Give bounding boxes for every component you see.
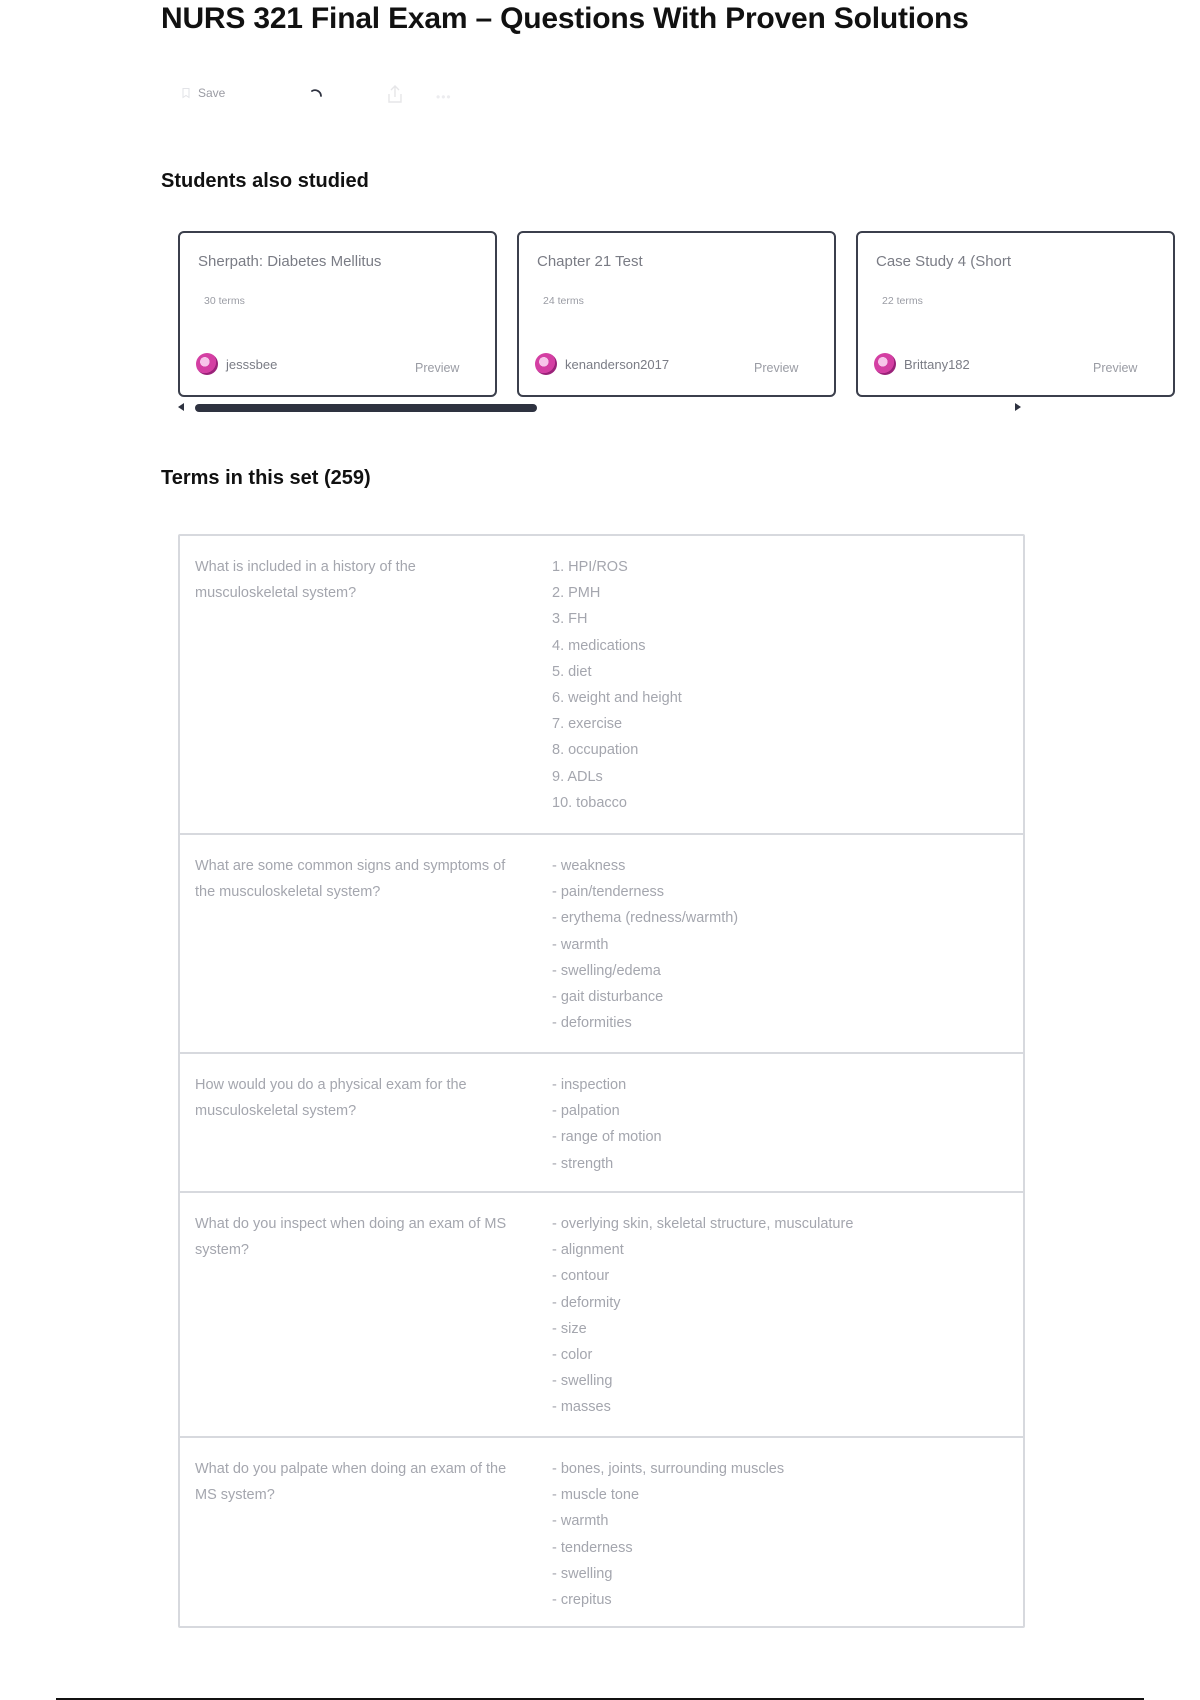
carousel-viewport: [178, 231, 1138, 401]
answer-line: - pain/tenderness: [552, 884, 665, 901]
study-set-card[interactable]: [856, 231, 1175, 397]
term-question: What do you palpate when doing an exam of the MS system?: [195, 1461, 507, 1503]
avatar: [196, 353, 218, 375]
answer-line: - bones, joints, surrounding muscles: [552, 1461, 785, 1477]
term-answer: [552, 1072, 1012, 1177]
answer-line: 7. exercise: [552, 716, 623, 733]
scroll-right-arrow[interactable]: [1015, 403, 1021, 411]
term-question: What do you inspect when doing an exam of MS system?: [195, 1216, 507, 1258]
answer-line: 10. tobacco: [552, 794, 627, 811]
author-name: Brittany182: [904, 356, 970, 372]
answer-line: 4. medications: [552, 637, 646, 654]
card-title: Case Study 4 (Short: [876, 253, 1012, 270]
answer-line: 8. occupation: [552, 742, 639, 759]
answer-line: - masses: [552, 1399, 611, 1416]
answer-line: - palpation: [552, 1103, 620, 1120]
card-term-count: 30 terms: [204, 295, 245, 307]
answer-line: - strength: [552, 1155, 614, 1172]
avatar: [874, 353, 896, 375]
study-set-card[interactable]: [517, 231, 836, 397]
card-author[interactable]: [535, 353, 669, 375]
students-also-studied-heading: Students also studied: [161, 170, 369, 192]
answer-line: - inspection: [552, 1077, 627, 1093]
answer-line: - color: [552, 1347, 593, 1364]
preview-button[interactable]: Preview: [754, 361, 799, 375]
scroll-left-arrow[interactable]: [178, 403, 184, 411]
term-row: [180, 833, 1023, 1052]
term-question: What are some common signs and symptoms of the musculoskeletal system?: [195, 858, 506, 900]
term-row: [180, 1052, 1023, 1191]
answer-line: 3. FH: [552, 611, 588, 628]
card-author[interactable]: [874, 353, 970, 375]
answer-line: 2. PMH: [552, 585, 601, 602]
card-term-count: 24 terms: [543, 295, 584, 307]
avatar: [535, 353, 557, 375]
study-set-carousel: [178, 231, 1138, 415]
answer-line: 6. weight and height: [552, 690, 682, 707]
answer-line: - gait disturbance: [552, 989, 664, 1006]
save-button[interactable]: [180, 86, 225, 100]
answer-line: - size: [552, 1320, 587, 1337]
answer-line: - range of motion: [552, 1129, 662, 1146]
answer-line: - erythema (redness/warmth): [552, 910, 739, 927]
share-icon[interactable]: [386, 84, 404, 104]
study-set-card[interactable]: [178, 231, 497, 397]
card-term-count: 22 terms: [882, 295, 923, 307]
answer-line: - swelling: [552, 1373, 613, 1390]
answer-line: - alignment: [552, 1242, 624, 1259]
answer-line: - deformities: [552, 1015, 632, 1032]
answer-line: - weakness: [552, 858, 626, 874]
card-title: Chapter 21 Test: [537, 253, 643, 270]
page-title: NURS 321 Final Exam – Questions With Proven Solutions: [161, 2, 969, 35]
preview-button[interactable]: Preview: [415, 361, 460, 375]
author-name: kenanderson2017: [565, 356, 670, 372]
answer-line: - swelling/edema: [552, 962, 661, 979]
set-toolbar: [180, 84, 480, 112]
bookmark-icon: [180, 87, 192, 99]
answer-line: 5. diet: [552, 663, 592, 680]
answer-line: - muscle tone: [552, 1487, 640, 1504]
more-icon[interactable]: •••: [436, 90, 452, 104]
answer-line: - warmth: [552, 1513, 609, 1530]
spinner-icon: [308, 87, 324, 103]
term-row: [180, 1191, 1023, 1436]
term-answer: [552, 853, 1012, 1036]
terms-heading: Terms in this set (259): [161, 467, 371, 489]
answer-line: - crepitus: [552, 1592, 612, 1609]
scrollbar-thumb[interactable]: [195, 404, 537, 412]
answer-line: 1. HPI/ROS: [552, 559, 628, 575]
terms-table: [178, 534, 1025, 1628]
author-name: jesssbee: [226, 356, 278, 372]
term-question: What is included in a history of the musculoskeletal system?: [195, 559, 416, 601]
answer-line: - warmth: [552, 936, 609, 953]
save-label: Save: [198, 86, 226, 100]
term-answer: [552, 554, 1012, 816]
answer-line: - deformity: [552, 1294, 621, 1311]
answer-line: - swelling: [552, 1565, 613, 1582]
term-row: [180, 1436, 1023, 1626]
preview-button[interactable]: Preview: [1093, 361, 1138, 375]
card-author[interactable]: [196, 353, 277, 375]
term-answer: [552, 1456, 1012, 1613]
answer-line: - overlying skin, skeletal structure, musculature: [552, 1216, 854, 1232]
answer-line: - contour: [552, 1268, 610, 1285]
term-row: [180, 536, 1023, 833]
answer-line: 9. ADLs: [552, 768, 603, 785]
term-question: How would you do a physical exam for the musculoskeletal system?: [195, 1077, 467, 1119]
answer-line: - tenderness: [552, 1539, 633, 1556]
term-answer: [552, 1211, 1012, 1421]
card-title: Sherpath: Diabetes Mellitus: [198, 253, 382, 270]
